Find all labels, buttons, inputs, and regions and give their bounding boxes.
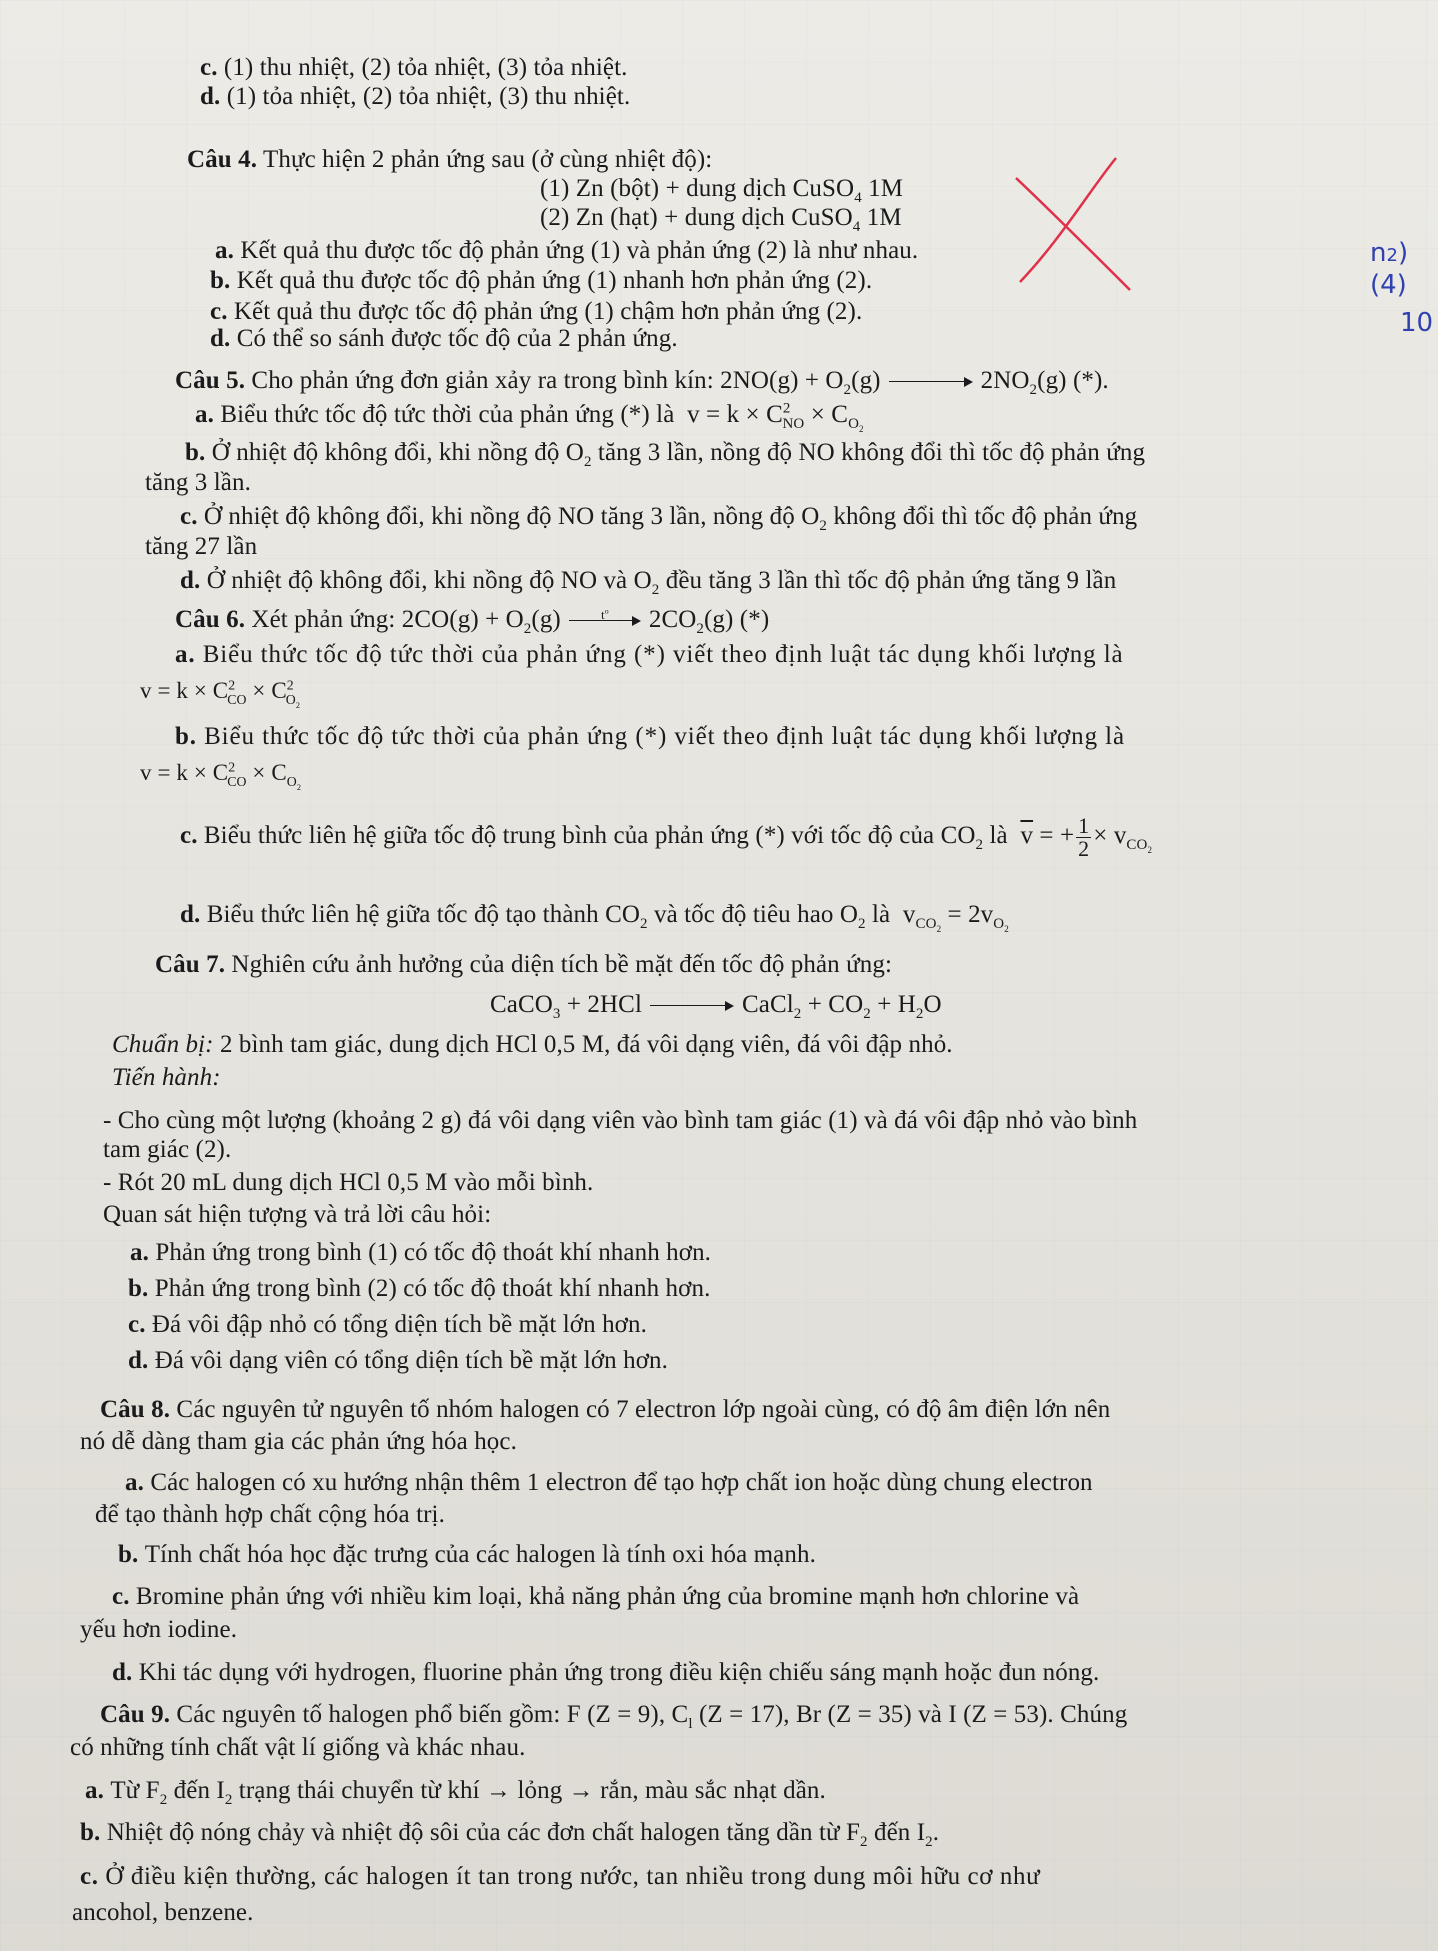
q6-option-a-formula: $v = k \times C^2_{CO} \times C^2_{O_2}$ [140, 677, 301, 710]
q4-option-a: a. Kết quả thu được tốc độ phản ứng (1) và phản ứng (2) là như nhau. [215, 237, 919, 264]
question-8-line2: nó dễ dàng tham gia các phản ứng hóa học. [80, 1428, 517, 1455]
q7-option-c: c. Đá vôi đập nhỏ có tổng diện tích bề mặt lớn hơn. [128, 1311, 647, 1338]
q8-option-c-line2: yếu hơn iodine. [80, 1616, 238, 1643]
question-9-line2: có những tính chất vật lí giống và khác nhau. [70, 1734, 526, 1761]
question-6-heading: Câu 6. Xét phản ứng: $2CO(g) + O_2(g)$ $t^o$ $2CO_2(g)$ (*) [175, 606, 770, 637]
q4-reaction-1: (1) Zn (bột) + dung dịch CuSO$_4$ 1M [540, 175, 904, 206]
q9-option-c-line2: ancohol, benzene. [72, 1899, 254, 1926]
q8-option-b: b. Tính chất hóa học đặc trưng của các halogen là tính oxi hóa mạnh. [118, 1541, 816, 1568]
q7-procedure-label: Tiến hành: [112, 1064, 221, 1091]
q7-step-1-line1: - Cho cùng một lượng (khoảng 2 g) đá vôi dạng viên vào bình tam giác (1) và đá vôi đập nhỏ vào bình [103, 1107, 1138, 1134]
q7-option-b: b. Phản ứng trong bình (2) có tốc độ thoát khí nhanh hơn. [128, 1275, 711, 1302]
question-9-line1: Câu 9. Các nguyên tố halogen phổ biến gồm: F (Z = 9), $C_l$ (Z = 17), Br (Z = 35) và I (Z = 53). Chúng [100, 1701, 1128, 1732]
q5-option-c-line2: tăng 27 lần [145, 533, 258, 560]
q7-observe: Quan sát hiện tượng và trả lời câu hỏi: [103, 1201, 492, 1228]
q8-option-d: d. Khi tác dụng với hydrogen, fluorine phản ứng trong điều kiện chiếu sáng mạnh hoặc đun nóng. [112, 1659, 1100, 1686]
q9-option-a: a. Từ $F_2$ đến $I_2$ trạng thái chuyển từ khí → lỏng → rắn, màu sắc nhạt dần. [85, 1777, 826, 1808]
q6-option-b-formula: $v = k \times C^2_{CO} \times C_{O_2}$ [140, 759, 302, 792]
handwritten-note: (4) [1370, 270, 1407, 300]
option-c: c. (1) thu nhiệt, (2) tỏa nhiệt, (3) tỏa nhiệt. [200, 54, 628, 81]
q6-option-d: d. Biểu thức liên hệ giữa tốc độ tạo thành $CO_2$ và tốc độ tiêu hao $O_2$ là $v_{CO_2} = 2v_{O_2}$ [180, 901, 1009, 934]
q7-preparation: Chuẩn bị: 2 bình tam giác, dung dịch HCl 0,5 M, đá vôi dạng viên, đá vôi đập nhỏ. [112, 1031, 953, 1058]
q7-equation: CaCO$_3$ + 2HCl CaCl$_2$ + $CO_2 + H_2O$ [490, 991, 942, 1022]
q7-step-2: - Rót 20 mL dung dịch HCl 0,5 M vào mỗi bình. [103, 1169, 594, 1196]
q4-option-b: b. Kết quả thu được tốc độ phản ứng (1) nhanh hơn phản ứng (2). [210, 267, 873, 294]
question-8-line1: Câu 8. Các nguyên tử nguyên tố nhóm halogen có 7 electron lớp ngoài cùng, có độ âm điện lớn nên [100, 1396, 1111, 1423]
q5-option-a: a. Biểu thức tốc độ tức thời của phản ứng (*) là $v = k \times C^2_{NO} \times C_{O_2}$ [195, 400, 864, 434]
q4-option-d: d. Có thể so sánh được tốc độ của 2 phản ứng. [210, 325, 678, 352]
handwritten-note: n2) [1370, 238, 1409, 268]
q5-option-b-line2: tăng 3 lần. [145, 469, 251, 496]
q5-option-b-line1: b. Ở nhiệt độ không đổi, khi nồng độ $O_2$ tăng 3 lần, nồng độ NO không đổi thì tốc độ phản ứng [185, 439, 1146, 470]
question-5-heading: Câu 5. Cho phản ứng đơn giản xảy ra trong bình kín: $2NO(g) + O_2(g)$ $2NO_2(g)$ (*). [175, 367, 1109, 398]
q5-option-c-line1: c. Ở nhiệt độ không đổi, khi nồng độ NO tăng 3 lần, nồng độ $O_2$ không đổi thì tốc độ phản ứng [180, 503, 1138, 534]
q9-option-b: b. Nhiệt độ nóng chảy và nhiệt độ sôi của các đơn chất halogen tăng dần từ $F_2$ đến $I_2$. [80, 1819, 940, 1850]
q7-option-d: d. Đá vôi dạng viên có tổng diện tích bề mặt lớn hơn. [128, 1347, 668, 1374]
q5-option-d: d. Ở nhiệt độ không đổi, khi nồng độ NO và $O_2$ đều tăng 3 lần thì tốc độ phản ứng tăng 9 lần [180, 567, 1117, 598]
q6-option-a: a. Biểu thức tốc độ tức thời của phản ứng (*) viết theo định luật tác dụng khối lượng là [175, 641, 1124, 668]
q8-option-a-line1: a. Các halogen có xu hướng nhận thêm 1 electron để tạo hợp chất ion hoặc dùng chung electron [125, 1469, 1093, 1496]
q8-option-a-line2: để tạo thành hợp chất cộng hóa trị. [95, 1501, 445, 1528]
handwritten-note: 10 [1400, 308, 1434, 338]
red-cross-mark [1010, 150, 1140, 300]
question-7-heading: Câu 7. Nghiên cứu ảnh hưởng của diện tích bề mặt đến tốc độ phản ứng: [155, 951, 893, 978]
q7-step-1-line2: tam giác (2). [103, 1136, 232, 1163]
option-d: d. (1) tỏa nhiệt, (2) tỏa nhiệt, (3) thu nhiệt. [200, 83, 631, 110]
q6-option-c: c. Biểu thức liên hệ giữa tốc độ trung bình của phản ứng (*) với tốc độ của $CO_2$ là $\overline{v}$ = + $\frac{1}{2}$ × $v_{CO_2}$ [180, 813, 1153, 861]
q7-option-a: a. Phản ứng trong bình (1) có tốc độ thoát khí nhanh hơn. [130, 1239, 712, 1266]
q8-option-c-line1: c. Bromine phản ứng với nhiều kim loại, khả năng phản ứng của bromine mạnh hơn chlorine và [112, 1583, 1080, 1610]
q4-option-c: c. Kết quả thu được tốc độ phản ứng (1) chậm hơn phản ứng (2). [210, 298, 863, 325]
question-4-heading: Câu 4. Thực hiện 2 phản ứng sau (ở cùng nhiệt độ): [187, 146, 713, 173]
q9-option-c-line1: c. Ở điều kiện thường, các halogen ít tan trong nước, tan nhiều trong dung môi hữu cơ như [80, 1863, 1041, 1890]
q4-reaction-2: (2) Zn (hạt) + dung dịch CuSO$_4$ 1M [540, 204, 902, 235]
q6-option-b: b. Biểu thức tốc độ tức thời của phản ứng (*) viết theo định luật tác dụng khối lượng là [175, 723, 1125, 750]
